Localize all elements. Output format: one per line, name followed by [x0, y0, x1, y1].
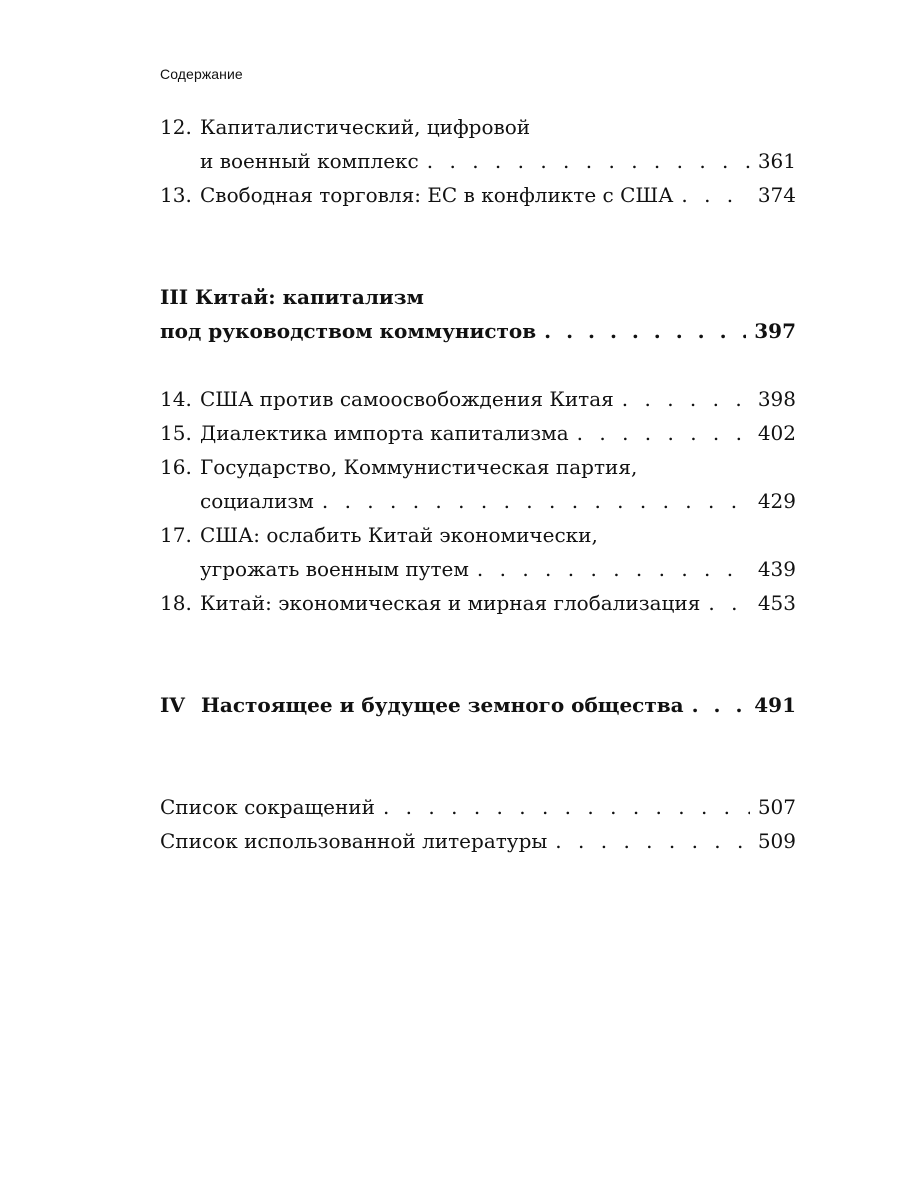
section-gap — [160, 348, 796, 382]
dot-leader — [577, 416, 750, 450]
toc-page-number: 507 — [757, 795, 796, 819]
toc-page-number: 398 — [757, 387, 796, 411]
toc-entry-12-line2 — [160, 144, 796, 178]
toc-entry-title-continued: угрожать военным путем — [200, 557, 469, 581]
toc-page-number: 453 — [757, 591, 796, 615]
section-gap — [160, 722, 796, 790]
dot-leader — [322, 484, 750, 518]
toc-part-title-continued: под руководством коммунистов — [160, 319, 537, 343]
toc-page-number: 439 — [757, 557, 796, 581]
toc-page-number: 402 — [757, 421, 796, 445]
toc-entry-title-continued: социализм — [200, 489, 314, 513]
toc-page-number: 491 — [754, 693, 796, 717]
toc-entry-title: Китай: экономическая и мирная глобализация — [200, 591, 701, 615]
toc-entry-14 — [160, 382, 796, 416]
table-of-contents — [160, 110, 796, 858]
toc-entry-number: 17. — [160, 523, 192, 547]
toc-part-title: III Китай: капитализм — [160, 285, 424, 309]
running-header: Содержание — [160, 66, 243, 82]
dot-leader — [692, 688, 747, 722]
toc-entry-13 — [160, 178, 796, 212]
toc-part-title: Настоящее и будущее земного общества — [201, 693, 684, 717]
toc-entry-number: 14. — [160, 387, 192, 411]
toc-page-number: 509 — [757, 829, 796, 853]
toc-entry-number: 12. — [160, 115, 192, 139]
toc-entry-17-line2 — [160, 552, 796, 586]
toc-bibliography — [160, 824, 796, 858]
toc-entry-18 — [160, 586, 796, 620]
toc-part-4 — [160, 688, 796, 722]
dot-leader — [681, 178, 749, 212]
dot-leader — [544, 314, 746, 348]
toc-entry-number: 13. — [160, 183, 192, 207]
toc-entry-title-continued: и военный комплекс — [200, 149, 419, 173]
toc-entry-number: 18. — [160, 591, 192, 615]
toc-entry-15 — [160, 416, 796, 450]
toc-entry-17-line1 — [160, 518, 796, 552]
toc-entry-title: США против самоосвобождения Китая — [200, 387, 614, 411]
toc-entry-title: Список использованной литературы — [160, 829, 548, 853]
section-gap — [160, 212, 796, 280]
toc-entry-title: Свободная торговля: ЕС в конфликте с США — [200, 183, 674, 207]
section-gap — [160, 620, 796, 688]
toc-entry-title: Список сокращений — [160, 795, 375, 819]
dot-leader — [383, 790, 750, 824]
toc-entry-12-line1 — [160, 110, 796, 144]
toc-abbreviations — [160, 790, 796, 824]
toc-entry-title: Диалектика импорта капитализма — [200, 421, 569, 445]
toc-entry-number: 16. — [160, 455, 192, 479]
toc-entry-title: США: ослабить Китай экономически, — [200, 523, 598, 547]
dot-leader — [622, 382, 750, 416]
toc-page-number: 429 — [757, 489, 796, 513]
dot-leader — [477, 552, 750, 586]
toc-part-numeral: IV — [160, 693, 185, 717]
toc-entry-number: 15. — [160, 421, 192, 445]
toc-part-3-line2 — [160, 314, 796, 348]
toc-entry-16-line2 — [160, 484, 796, 518]
toc-entry-title: Капиталистический, цифровой — [200, 115, 531, 139]
toc-entry-title: Государство, Коммунистическая партия, — [200, 455, 638, 479]
toc-part-3-line1 — [160, 280, 796, 314]
dot-leader — [555, 824, 750, 858]
toc-page-number: 374 — [757, 183, 796, 207]
toc-page-number: 361 — [757, 149, 796, 173]
dot-leader — [708, 586, 749, 620]
dot-leader — [427, 144, 750, 178]
toc-entry-16-line1 — [160, 450, 796, 484]
toc-page-number: 397 — [754, 319, 796, 343]
